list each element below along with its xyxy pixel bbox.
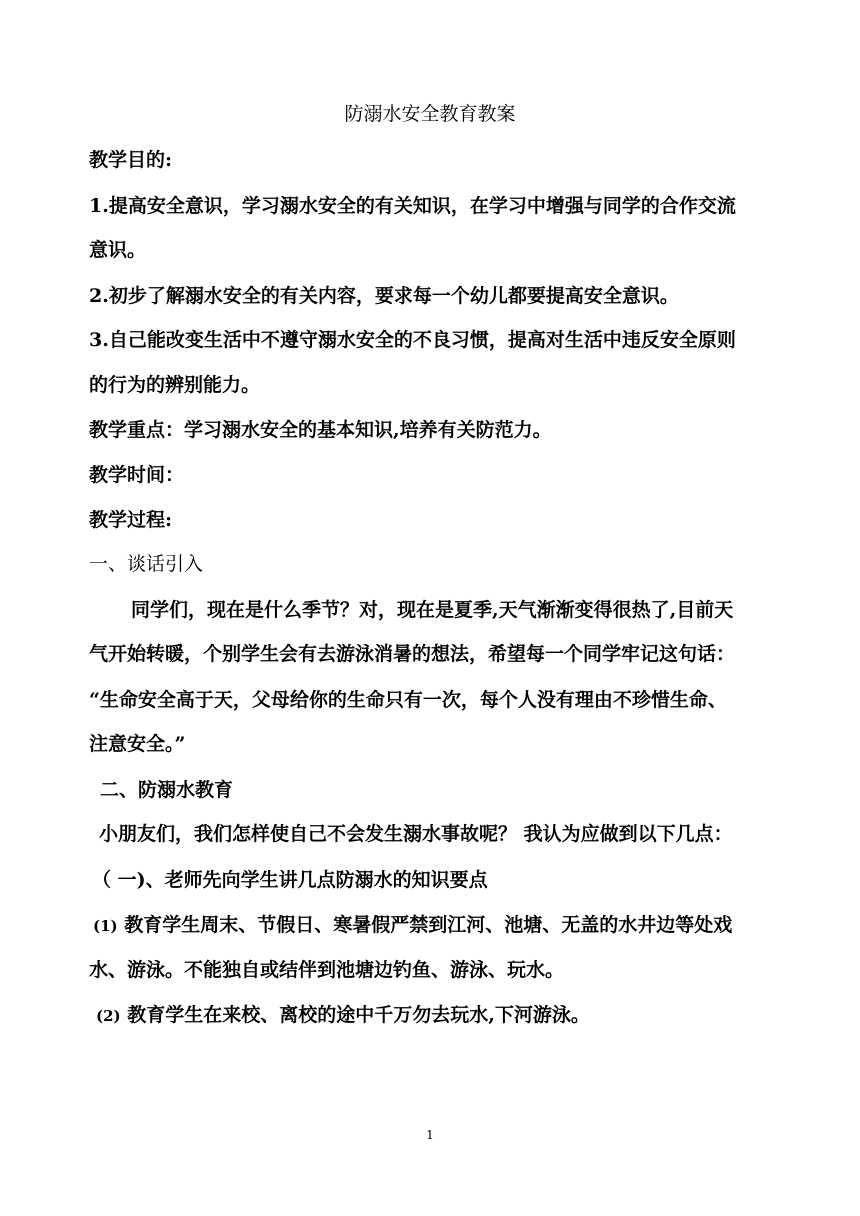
section1-para-line-2: 气开始转暖，个别学生会有去游泳消暑的想法，希望每一个同学牢记这句话： <box>89 643 736 665</box>
section2-intro: 小朋友们，我们怎样使自己不会发生溺水事故呢？ 我认为应做到以下几点： <box>99 823 733 845</box>
section1-para-line-1: 同学们，现在是什么季节？对，现在是夏季,天气渐渐变得很热了,目前天 <box>131 599 734 621</box>
objective-1-cont: 意识。 <box>89 239 147 261</box>
objective-text: 提高安全意识，学习溺水安全的有关知识，在学习中增强与同学的合作交流 <box>108 195 736 217</box>
knowledge-item-1-cont: 水、游泳。不能独自或结伴到池塘边钓鱼、游泳、玩水。 <box>89 959 565 981</box>
objective-3 <box>89 328 736 352</box>
item-marker: (1) <box>93 917 118 935</box>
teaching-focus: 教学重点：学习溺水安全的基本知识,培养有关防范力。 <box>89 419 552 441</box>
teaching-time: 教学时间： <box>89 464 185 486</box>
document-title: 防溺水安全教育教案 <box>344 103 516 125</box>
objective-number: 3. <box>89 329 109 351</box>
item-text: 教育学生周末、节假日、寒暑假严禁到江河、池塘、无盖的水井边等处戏 <box>124 914 733 936</box>
section1-heading: 一、谈话引入 <box>89 553 204 575</box>
section1-para-line-4: 注意安全。” <box>89 733 186 755</box>
objective-number: 2. <box>89 285 109 307</box>
item-text: 教育学生在来校、离校的途中千万勿去玩水,下河游泳。 <box>127 1004 590 1026</box>
page-number: 1 <box>426 1128 434 1142</box>
objective-1 <box>89 194 736 218</box>
section2-heading: 二、防溺水教育 <box>100 779 234 801</box>
item-marker: (2) <box>96 1007 121 1025</box>
objective-text: 自己能改变生活中不遵守溺水安全的不良习惯，提高对生活中违反安全原则 <box>108 329 736 351</box>
objective-heading: 教学目的: <box>89 149 173 171</box>
objective-2 <box>89 284 679 308</box>
knowledge-item-1 <box>93 913 732 938</box>
teaching-process: 教学过程: <box>89 509 173 531</box>
objective-3-cont: 的行为的辨别能力。 <box>89 374 261 396</box>
knowledge-item-2 <box>96 1003 590 1028</box>
objective-number: 1. <box>89 195 109 217</box>
section1-para-line-3: “生命安全高于天，父母给你的生命只有一次，每个人没有理由不珍惜生命、 <box>89 689 727 711</box>
subsection-heading: （ 一)、老师先向学生讲几点防溺水的知识要点 <box>92 869 488 891</box>
objective-text: 初步了解溺水安全的有关内容，要求每一个幼儿都要提高安全意识。 <box>108 285 679 307</box>
